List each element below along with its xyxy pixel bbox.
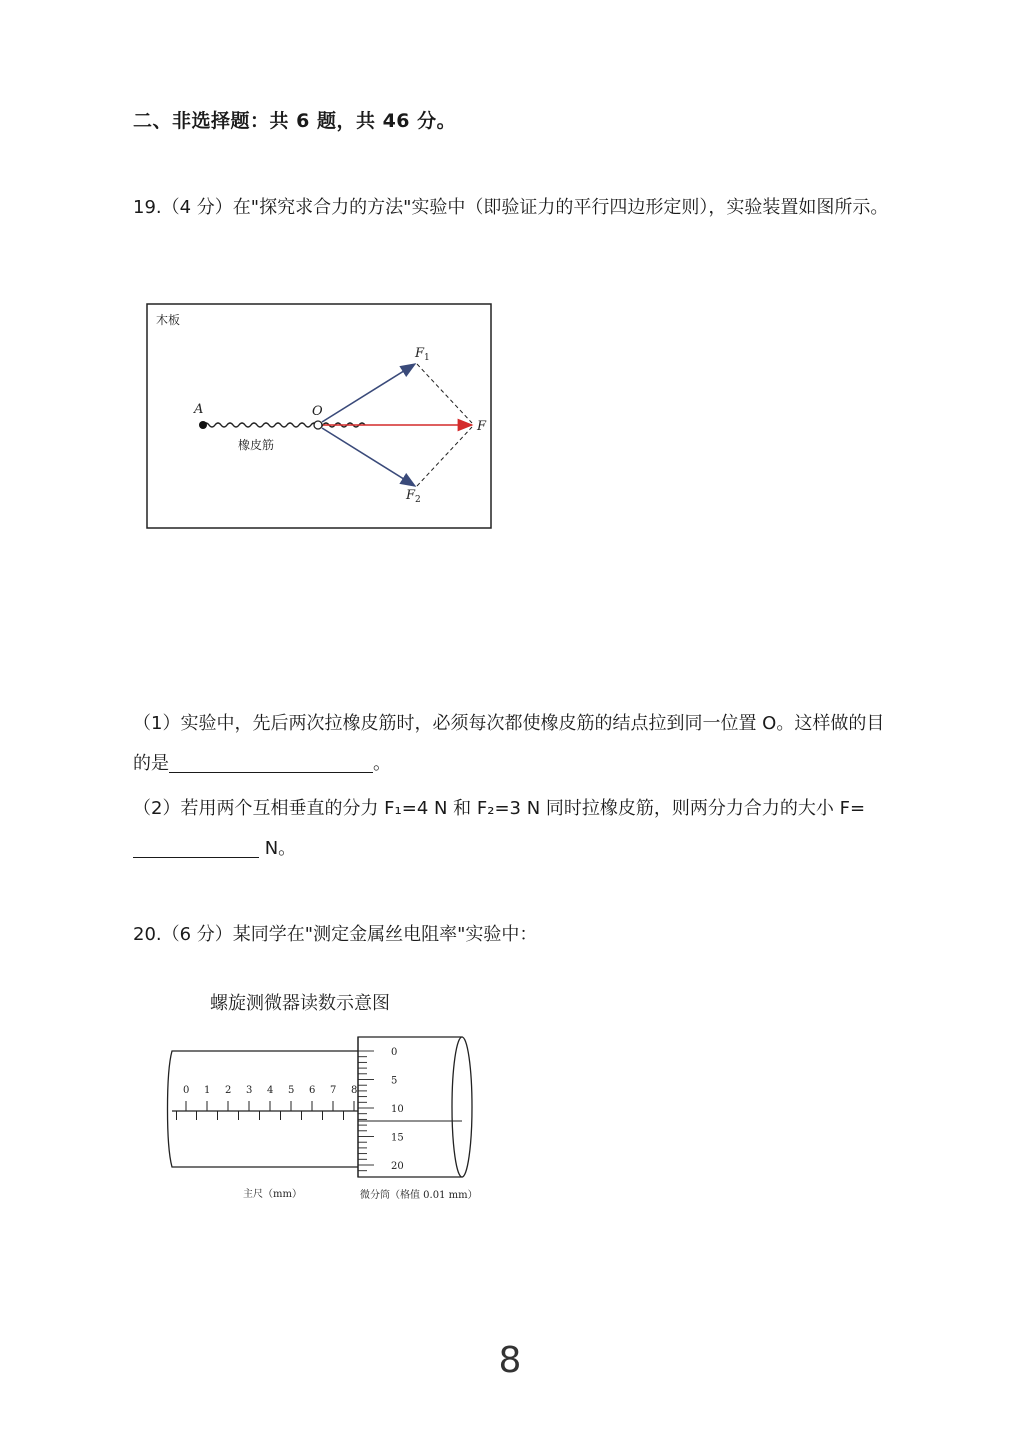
knot-o <box>314 421 322 429</box>
thimble-number: 15 <box>391 1132 404 1144</box>
f1-arrow <box>322 364 415 422</box>
label-f1: $F_1$ <box>415 346 430 363</box>
thimble-number: 20 <box>391 1161 404 1172</box>
main-scale-number: 1 <box>204 1085 211 1096</box>
board-label: 木板 <box>156 313 181 327</box>
thimble-number: 5 <box>391 1075 398 1087</box>
rubber-band-label: 橡皮筋 <box>238 438 275 452</box>
dashed-f2-f <box>417 427 472 486</box>
question-19-part-2 <box>133 789 893 869</box>
page-number: 8 <box>498 1340 522 1381</box>
main-scale-number: 2 <box>225 1085 232 1096</box>
thimble-number: 0 <box>391 1047 398 1058</box>
main-scale-number: 5 <box>288 1085 295 1096</box>
question-19-part-1 <box>133 704 893 784</box>
label-a: A <box>194 402 204 417</box>
q19-part1-text: （1）实验中，先后两次拉橡皮筋时，必须每次都使橡皮筋的结点拉到同一位置 O。这样做的目的是 <box>133 713 885 774</box>
answer-blank-1[interactable] <box>169 750 373 773</box>
main-scale-label: 主尺（mm） <box>243 1189 302 1200</box>
main-scale-number: 7 <box>330 1085 337 1096</box>
main-scale-number: 3 <box>246 1085 253 1096</box>
main-scale-number: 8 <box>351 1085 358 1096</box>
thimble-end <box>452 1037 472 1177</box>
answer-blank-2[interactable] <box>133 835 259 858</box>
micrometer-diagram <box>150 985 500 1215</box>
dashed-f1-f <box>417 364 472 423</box>
f2-arrow <box>322 428 415 486</box>
main-scale-number: 0 <box>183 1085 190 1096</box>
section-title: 二、非选择题：共 6 题，共 46 分。 <box>133 110 457 132</box>
q19-part1-end: 。 <box>373 753 391 774</box>
thimble-label: 微分筒（格值 0.01 mm） <box>360 1190 478 1201</box>
force-diagram <box>140 296 500 536</box>
point-a-dot <box>199 421 207 429</box>
main-scale-number: 4 <box>267 1085 274 1096</box>
thimble-body <box>358 1037 462 1177</box>
main-scale-number: 6 <box>309 1085 316 1096</box>
question-20-stem: 20.（6 分）某同学在"测定金属丝电阻率"实验中： <box>133 924 538 945</box>
label-f2: $F_2$ <box>406 488 421 505</box>
thimble-number: 10 <box>391 1104 404 1115</box>
sleeve-body <box>168 1051 361 1167</box>
micrometer-title: 螺旋测微器读数示意图 <box>210 993 390 1014</box>
label-o: O <box>312 404 323 419</box>
label-f: F <box>477 419 487 434</box>
q19-part2-end: N。 <box>259 838 297 859</box>
question-19-stem: 19.（4 分）在"探究求合力的方法"实验中（即验证力的平行四边形定则），实验装置如图所示。 <box>133 197 889 218</box>
q19-part2-text: （2）若用两个互相垂直的分力 F₁=4 N 和 F₂=3 N 同时拉橡皮筋，则两分力合力的大小 F= <box>133 798 866 819</box>
